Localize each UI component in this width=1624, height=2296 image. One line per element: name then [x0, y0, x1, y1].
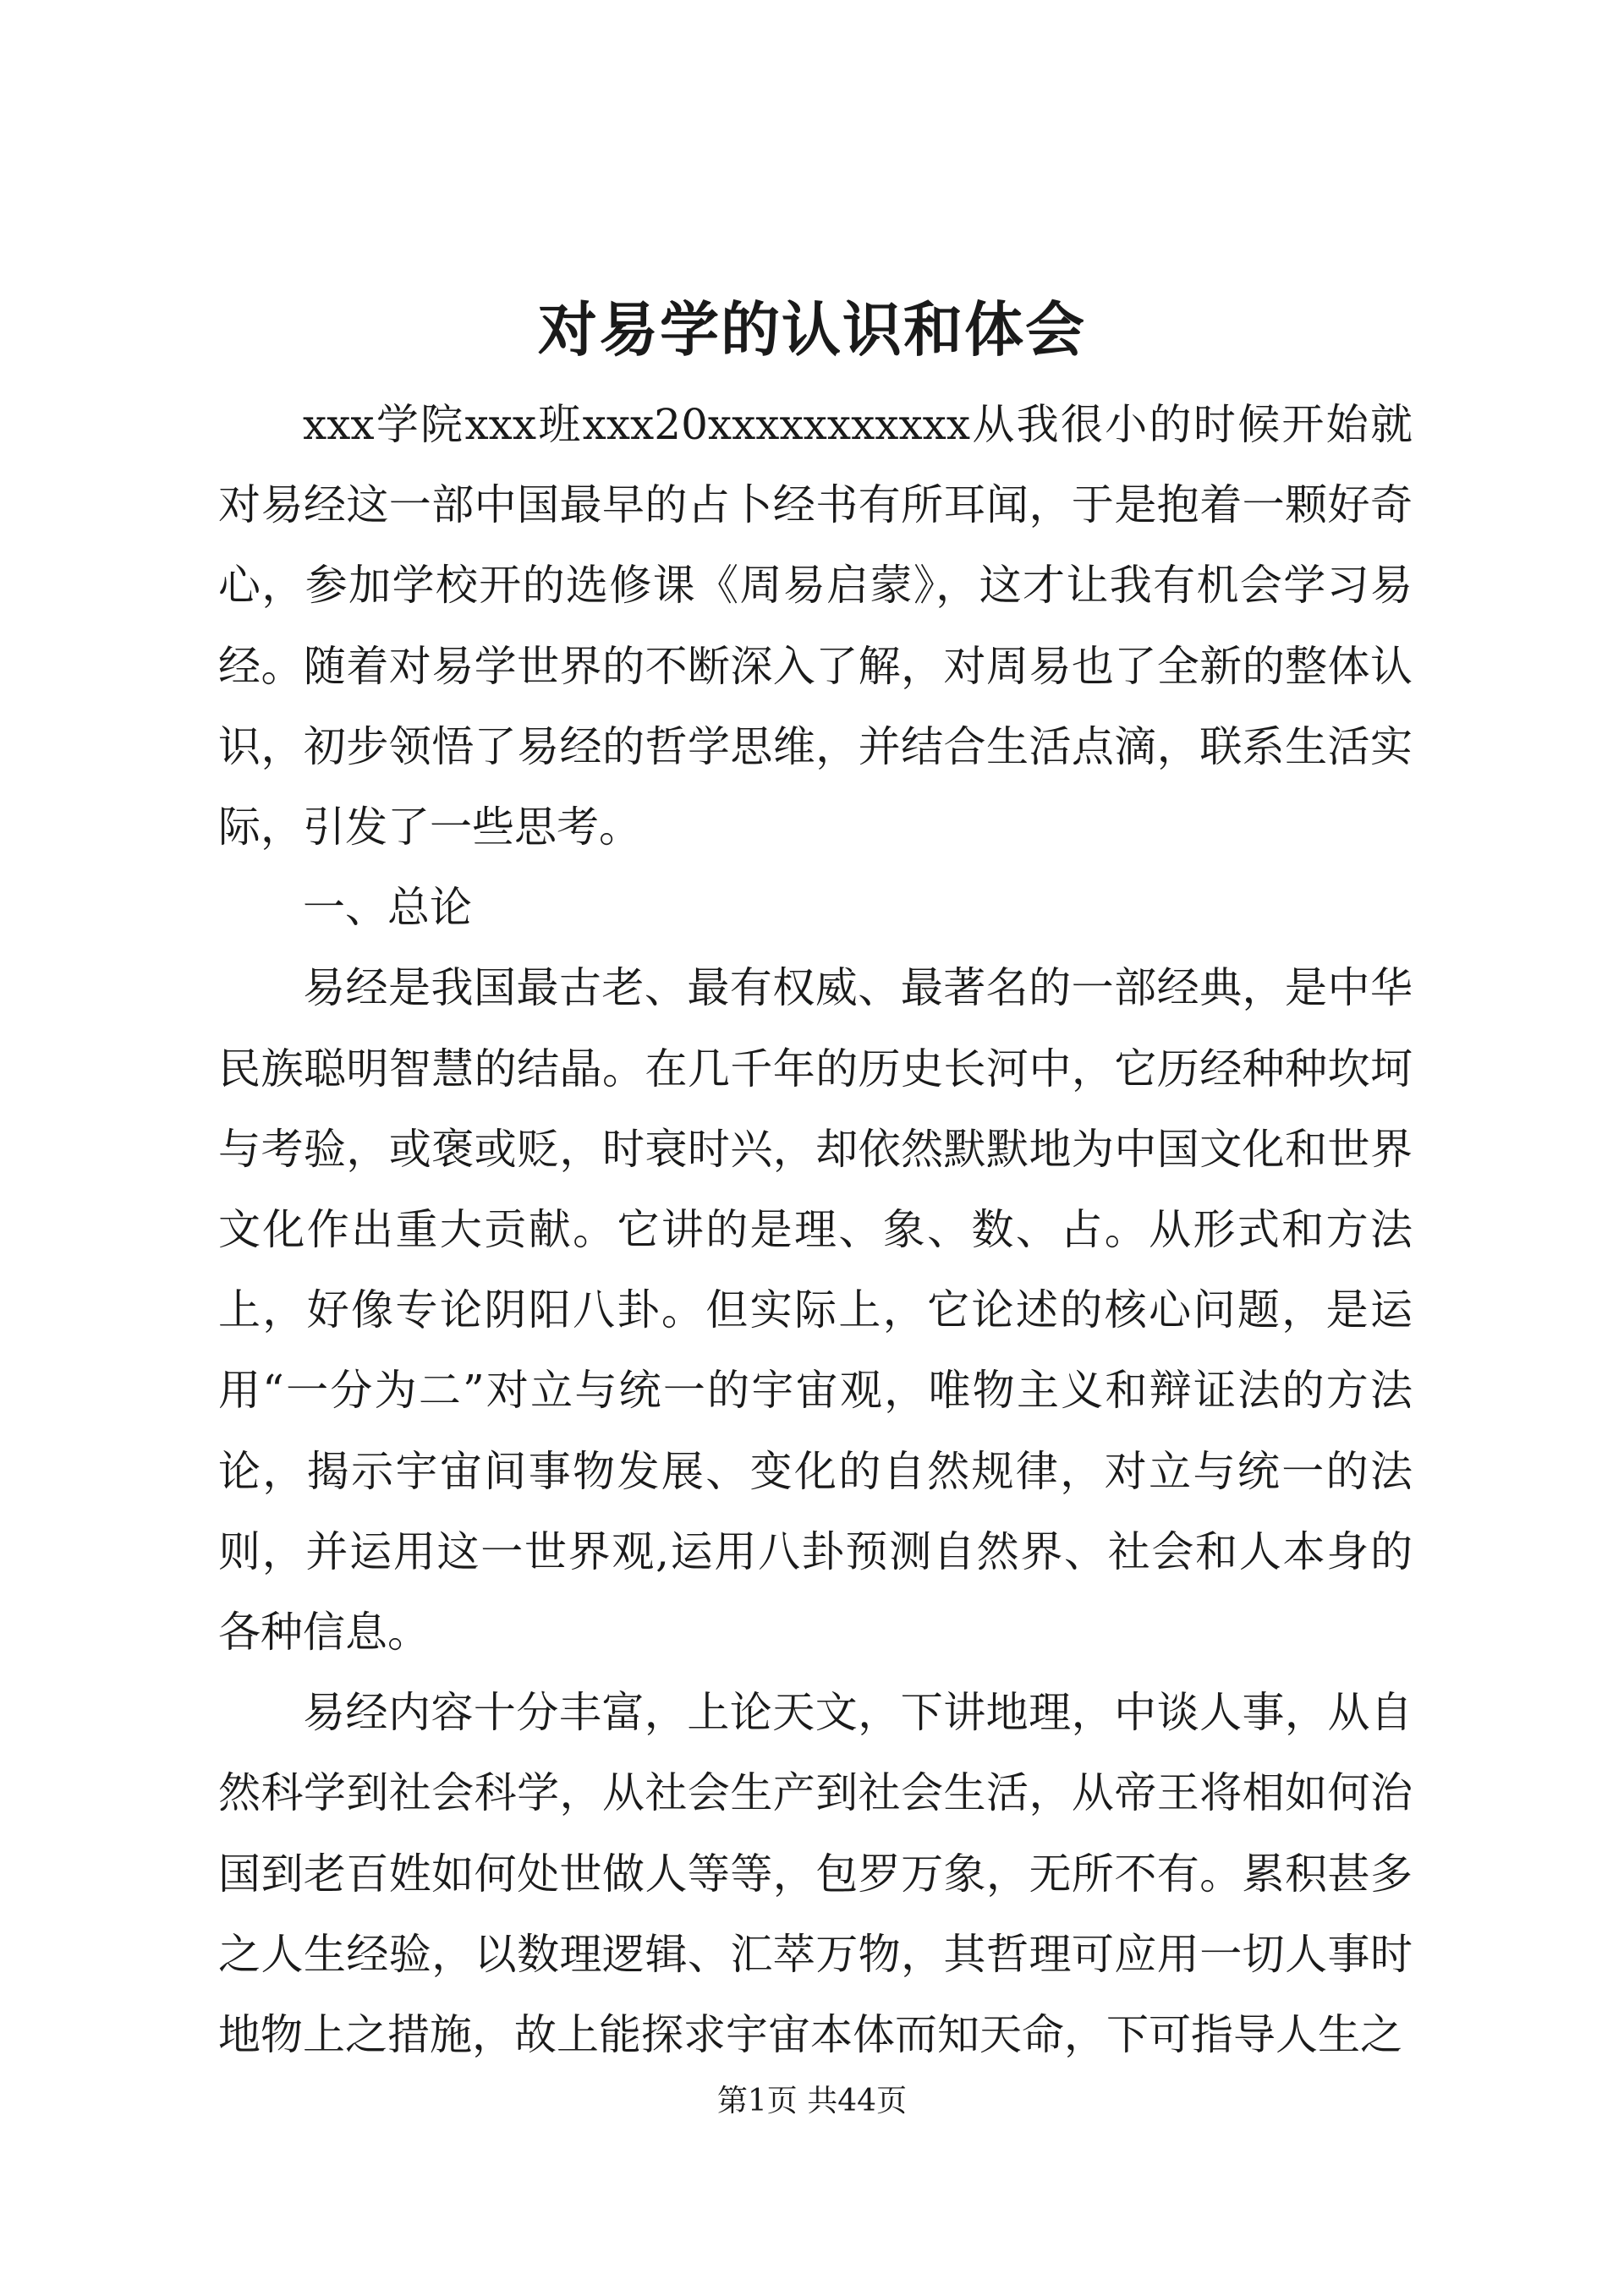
body-paragraph: 易经是我国最古老、最有权威、最著名的一部经典，是中华民族聪明智慧的结晶。在几千年的历史长河中，它历经种种坎坷与考验，或褒或贬，时衰时兴，却依然默默地为中国文化和世界文化作出重大贡献。它讲的是理、象、数、占。从形式和方法上，好像专论阴阳八卦。但实际上，它论述的核心问题，是运用“一分为二”对立与统一的宇宙观，唯物主义和辩证法的方法论，揭示宇宙间事物发展、变化的自然规律，对立与统一的法则，并运用这一世界观,运用八卦预测自然界、社会和人本身的各种信息。 [218, 963, 1413, 1658]
intro-paragraph: xxx学院xxx班xxx20xxxxxxxxxxx从我很小的时候开始就对易经这一部中国最早的占卜经书有所耳闻，于是抱着一颗好奇心，参加学校开的选修课《周易启蒙》，这才让我有机会学习易经。随着对易学世界的不断深入了解，对周易也了全新的整体认识，初步领悟了易经的哲学思维，并结合生活点滴，联系生活实际，引发了一些思考。 [218, 400, 1413, 852]
document-title: 对易学的认识和体会 [538, 294, 1086, 364]
document-body [218, 385, 1413, 2075]
page-number-footer: 第1页 共44页 [716, 2084, 908, 2118]
body-paragraph: 易经内容十分丰富，上论天文，下讲地理，中谈人事，从自然科学到社会科学，从社会生产到社会生活，从帝王将相如何治国到老百姓如何处世做人等等，包罗万象，无所不有。累积甚多之人生经验，以数理逻辑、汇萃万物，其哲理可应用一切人事时地物上之措施，故上能探求宇宙本体而知天命，下可指导人生之 [218, 1688, 1413, 2060]
section-heading: 一、总论 [303, 883, 472, 933]
